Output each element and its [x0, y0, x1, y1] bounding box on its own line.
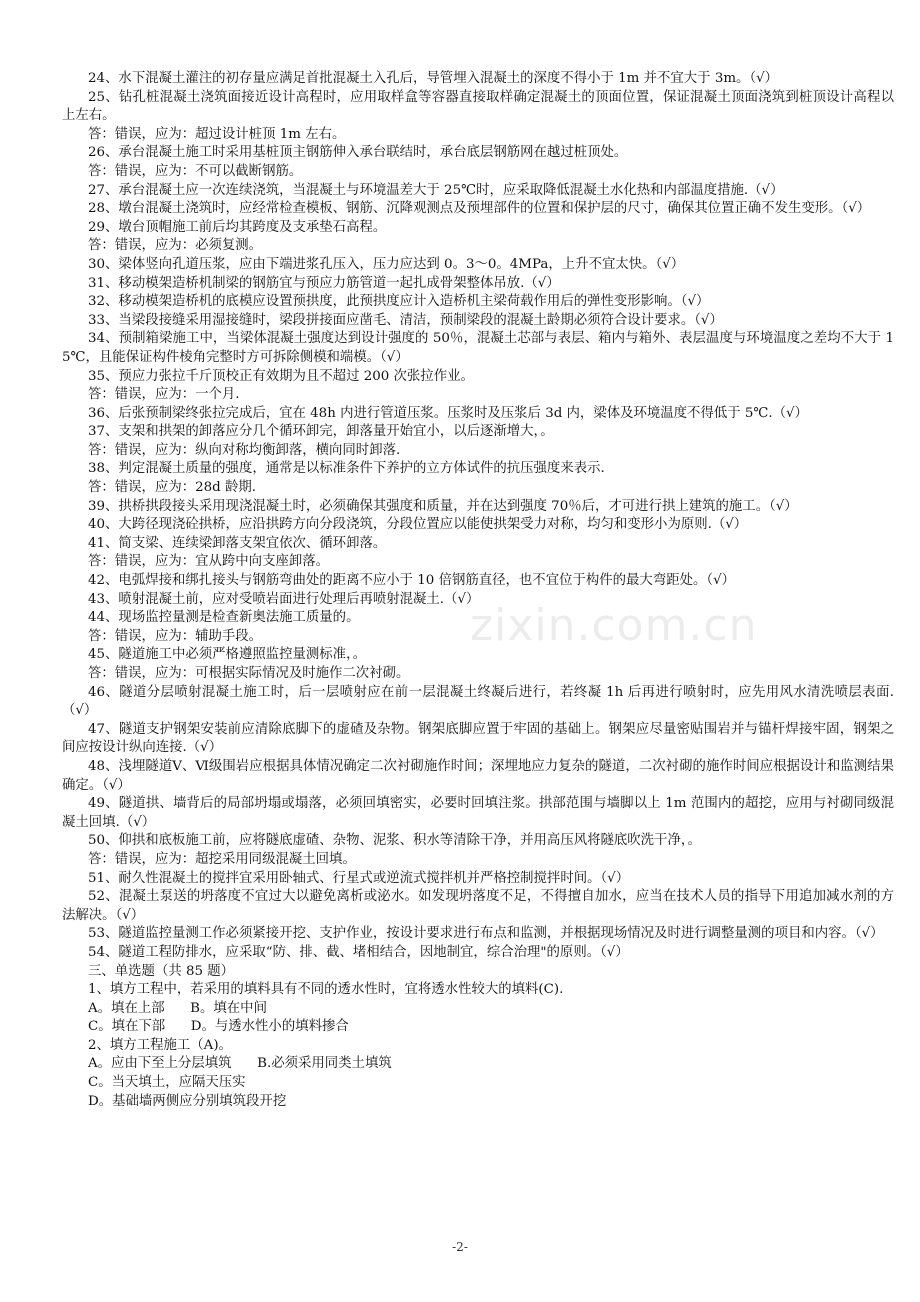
watermark: zixin.com.cn: [470, 600, 758, 651]
text-line: 答：错误，应为：一个月.: [88, 387, 240, 403]
text-line: 50、仰拱和底板施工前，应将隧底虚碴、杂物、泥浆、积水等清除干净，并用高压风将隧底吹洗干净，。: [88, 833, 701, 849]
text-line: 39、拱桥拱段接头采用现浇混凝土时，必须确保其强度和质量，并在达到强度 70％后，才可进行拱上建筑的施工。（√）: [88, 498, 798, 514]
text-line: 答：错误，应为：宜从跨中向支座卸落。: [88, 554, 330, 570]
text-line: 52、混凝土泵送的坍落度不宜过大以避免离析或泌水。如发现坍落度不足，不得擅自加水，应当在技术人员的指导下用追加减水剂的方法解决。（√）: [62, 889, 894, 923]
text-line: 49、隧道拱、墙背后的局部坍塌或塌落，必须回填密实，必要时回填注浆。拱部范围与墙脚以上 1m 范围内的超挖，应用与衬砌同级混凝土回填.（√）: [62, 796, 894, 830]
answer-option: C。当天填土，应隔天压实: [88, 1075, 246, 1091]
answer-option: D。基础墙两侧应分别填筑段开挖: [88, 1093, 287, 1109]
text-line: 48、浅埋隧道Ⅴ、Ⅵ级围岩应根据具体情况确定二次衬砌施作时间；深埋地应力复杂的隧道，二次衬砌的施作时间应根据设计和监测结果确定。（√）: [62, 758, 894, 793]
text-line: 37、支架和拱架的卸落应分几个循环卸完，卸落量开始宜小，以后逐渐增大，。: [88, 424, 554, 440]
text-line: 答：错误，应为：超过设计桩顶 1m 左右。: [88, 126, 346, 142]
text-line: 45、隧道施工中必须严格遵照监控量测标准，。: [88, 647, 367, 663]
text-line: 答：错误，应为：纵向对称均衡卸落，横向同时卸落.: [88, 442, 401, 458]
text-line: 41、简支梁、连续梁卸落支架宜依次、循环卸落。: [88, 535, 387, 551]
text-line: 43、喷射混凝土前，应对受喷岩面进行处理后再喷射混凝土.（√）: [88, 591, 480, 607]
text-line: 26、承台混凝土施工时采用基桩顶主钢筋伸入承台联结时，承台底层钢筋网在越过桩顶处。: [88, 145, 628, 161]
text-line: 答：错误，应为：28d 龄期.: [88, 480, 257, 496]
text-line: 54、隧道工程防排水，应采取“防、排、截、堵相结合，因地制宜，综合治理"的原则。（√）: [88, 944, 629, 960]
text-line: 51、耐久性混凝土的搅拌宜采用卧轴式、行星式或逆流式搅拌机并严格控制搅拌时间。（√）: [88, 870, 630, 886]
text-line: 24、水下混凝土灌注的初存量应满足首批混凝土入孔后，导管埋入混凝土的深度不得小于 1m 并不宜大于 3m。（√）: [88, 71, 779, 86]
text-line: 34、预制箱梁施工中，当梁体混凝土强度达到设计强度的 50％，混凝土芯部与表层、箱内与箱外、表层温度与环境温度之差均不大于 15℃，且能保证构件棱角完整时方可拆除侧模和端模。（√）: [62, 331, 894, 365]
text-line: 答：错误，应为：必须复测。: [88, 238, 263, 254]
text-line: 35、预应力张拉千斤顶校正有效期为且不超过 200 次张拉作业。: [88, 368, 474, 384]
text-line: 29、墩台顶帽施工前后均其跨度及支承垫石高程。: [88, 219, 387, 235]
answer-options: A。应由下至上分层填筑 B.必须采用同类土填筑: [88, 1056, 392, 1072]
text-line: 53、隧道监控量测工作必须紧接开挖、支护作业，按设计要求进行布点和监测，并根据现场情况及时进行调整量测的项目和内容。（√）: [88, 926, 884, 942]
text-line: 40、大跨径现浇砼拱桥，应沿拱跨方向分段浇筑，分段位置应以能使拱架受力对称，均匀和变形小为原则.（√）: [88, 517, 748, 533]
text-line: 答：错误，应为：超挖采用同级混凝土回填。: [88, 851, 356, 867]
text-line: 27、承台混凝土应一次连续浇筑，当混凝土与环境温差大于 25℃时，应采取降低混凝土水化热和内部温度措施.（√）: [88, 182, 784, 198]
text-line: 答：错误，应为：不可以截断钢筋。: [88, 163, 303, 179]
page-number: -2-: [452, 1240, 468, 1254]
text-line: 38、判定混凝土质量的强度，通常是以标准条件下养护的立方体试件的抗压强度来表示.: [88, 461, 605, 477]
text-line: 33、当梁段接缝采用湿接缝时，梁段拼接面应凿毛、清洁，预制梁段的混凝土龄期必须符合设计要求。（√）: [88, 312, 723, 328]
question-text: 2、填方工程施工（A)。: [88, 1037, 232, 1053]
text-line: 32、移动模架造桥机的底模应设置预拱度，此预拱度应计入造桥机主梁荷载作用后的弹性变形影响。（√）: [88, 294, 710, 310]
text-line: 25、钻孔桩混凝土浇筑面接近设计高程时，应用取样盒等容器直接取样确定混凝土的顶面位置，保证混凝土顶面浇筑到桩顶设计高程以上左右。: [62, 89, 894, 124]
question-text: 1、填方工程中，若采用的填料具有不同的透水性时，宜将透水性较大的填料(C).: [88, 982, 564, 998]
text-line: 47、隧道支护钢架安装前应清除底脚下的虚碴及杂物。钢架底脚应置于牢固的基础上。钢架应尽量密贴围岩并与锚杆焊接牢固，钢架之间应按设计纵向连接.（√）: [62, 721, 894, 756]
text-line: 答：错误，应为：辅助手段。: [88, 628, 263, 644]
text-line: 42、电弧焊接和绑扎接头与钢筋弯曲处的距离不应小于 10 倍钢筋直径，也不宜位于构件的最大弯距处。（√）: [88, 573, 735, 589]
text-line: 28、墩台混凝土浇筑时，应经常检查模板、钢筋、沉降观测点及预埋部件的位置和保护层的尺寸，确保其位置正确不发生变形。（√）: [88, 201, 871, 217]
text-line: 44、现场监控量测是检查新奥法施工质量的。: [88, 610, 360, 626]
section-heading: 三、单选题（共 85 题）: [88, 963, 235, 979]
document-body: [62, 70, 894, 1111]
text-line: 30、梁体竖向孔道压浆，应由下端进浆孔压入，压力应达到 0。3～0。4MPa，上升不宜太快。（√）: [88, 256, 685, 272]
text-line: 36、后张预制梁终张拉完成后，宜在 48h 内进行管道压浆。压浆时及压浆后 3d 内，梁体及环境温度不得低于 5℃.（√）: [88, 405, 808, 421]
text-line: 46、隧道分层喷射混凝土施工时，后一层喷射应在前一层混凝土终凝后进行，若终凝 1h 后再进行喷射时，应先用风水清洗喷层表面.（√）: [62, 684, 894, 719]
answer-options: C。填在下部 D。与透水性小的填料掺合: [88, 1019, 349, 1035]
text-line: 31、移动模架造桥机制梁的钢筋宜与预应力筋管道一起扎成骨架整体吊放.（√）: [88, 275, 560, 291]
text-line: 答：错误，应为：可根据实际情况及时施作二次衬砌。: [88, 666, 410, 681]
answer-options: A。填在上部 B。填在中间: [88, 1000, 267, 1016]
